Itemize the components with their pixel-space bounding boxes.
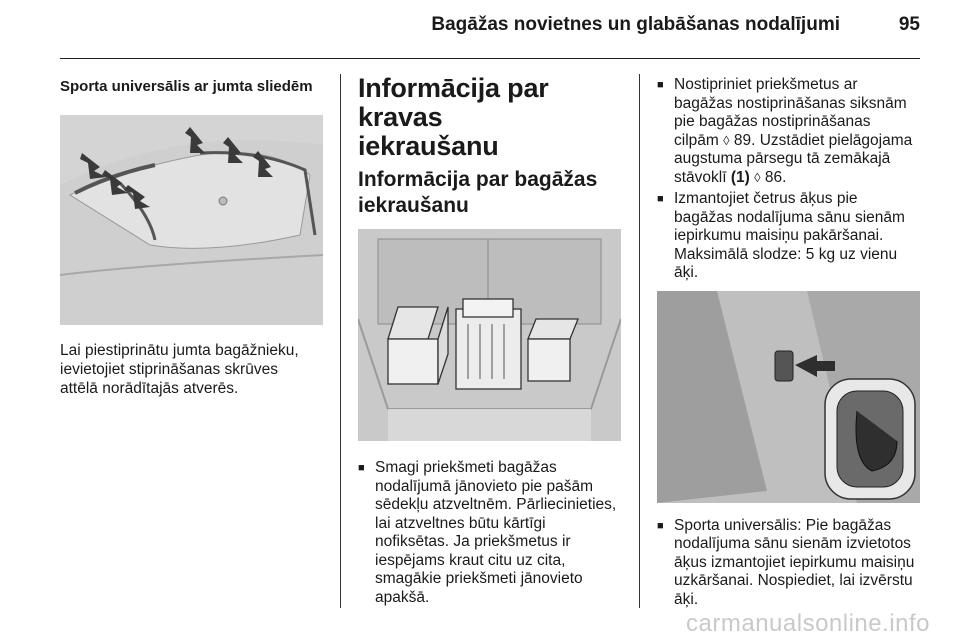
header-rule [60, 58, 920, 59]
bullet-line: lai atzveltnes būtu kārtīgi [375, 514, 546, 532]
column-right [657, 74, 922, 609]
page-number: 95 [898, 14, 920, 35]
bullet-line: sēdekļu atzveltnēm. Pārliecinieties, [375, 496, 617, 513]
list-item [657, 190, 922, 283]
bullet-line: āķi. [674, 590, 699, 608]
bullet-line: iespējams kraut citu uz cita, [375, 551, 566, 569]
bullet-line: nodalījuma sānu sienām izvietotos [674, 535, 911, 552]
bullet-line: Sporta universālis: Pie bagāžas [674, 516, 892, 534]
bullet-line: pie bagāžas nostiprināšanas [674, 113, 871, 130]
list-item [358, 459, 623, 607]
bullet-icon: ■ [657, 79, 664, 91]
column-middle [358, 74, 623, 607]
bullet-line: augstuma pārsegu tā zemākajā [674, 150, 891, 167]
page-ref-icon: ◊ [754, 169, 761, 185]
column-divider-1 [340, 74, 341, 608]
cargo-loading-figure [358, 229, 621, 441]
roof-rails-subheading: Sporta universālis ar jumta sliedēm [60, 78, 313, 95]
bullet-text: . [782, 168, 787, 186]
bullet-line: Izmantojiet četrus āķus pie [674, 190, 858, 207]
hook-figure [657, 291, 920, 503]
subsection-heading [358, 167, 623, 219]
roof-rails-illustration [60, 115, 323, 325]
para-line: ievietojiet stiprināšanas skrūves [60, 361, 278, 378]
bullet-icon: ■ [657, 519, 664, 532]
bullet-line: Nostipriniet priekšmetus ar [674, 76, 858, 93]
page-ref-link[interactable]: 89 [733, 131, 752, 149]
bullet-line: Maksimālā slodze: 5 kg uz vienu [674, 245, 898, 263]
bullet-line [674, 132, 922, 151]
list-item [657, 76, 922, 187]
bullet-line: bagāžas nodalījuma sānu sienām [674, 208, 905, 226]
bullet-text: . Uzstādiet pielāgojama [751, 131, 913, 149]
bullet-line: smagākie priekšmeti jānovieto [375, 570, 583, 587]
heading-line: Informācija par kravas [358, 73, 549, 132]
watermark: carmanualsonline.info [686, 610, 930, 637]
page-ref-link[interactable]: 86 [764, 168, 783, 186]
hook-illustration [657, 291, 920, 503]
bullet-line: Smagi priekšmeti bagāžas [375, 459, 557, 476]
subheading-line: Informācija par bagāžas [358, 168, 598, 191]
roof-rails-paragraph [60, 341, 325, 398]
bullet-icon: ■ [657, 193, 664, 205]
subheading-line: iekraušanu [358, 194, 469, 217]
bullet-line [674, 169, 922, 188]
bullet-line: apakšā. [375, 588, 430, 606]
bullet-line: iepirkumu maisiņu pakāršanai. [674, 227, 884, 244]
page-header-title: Bagāžas novietnes un glabāšanas nodalījumi [431, 14, 840, 35]
para-line: attēlā norādītajās atverēs. [60, 380, 239, 397]
bullet-line: nodalījumā jānovieto pie pašām [375, 477, 593, 495]
bullet-icon: ■ [358, 462, 365, 474]
bullet-line: āķi. [674, 264, 699, 281]
page-ref-icon: ◊ [723, 132, 730, 148]
roof-rails-figure [60, 115, 323, 325]
column-divider-2 [639, 74, 640, 608]
heading-line: iekraušanu [358, 131, 499, 161]
bullet-line: nofiksētas. Ja priekšmetus ir [375, 533, 571, 550]
bullet-line: uzkāršanai. Nospiediet, lai izvērstu [674, 572, 913, 589]
bullet-line: bagāžas nostiprināšanas siksnām [674, 94, 907, 112]
bullet-line: āķus izmantojiet iepirkumu maisiņu [674, 553, 915, 571]
column-left [60, 74, 325, 398]
para-line: Lai piestiprinātu jumta bagāžnieku, [60, 342, 299, 359]
bullet-text: stāvoklī [674, 168, 727, 186]
bold-marker: (1) [730, 168, 750, 186]
section-heading [358, 74, 623, 161]
bullet-text: cilpām [674, 131, 719, 149]
cargo-loading-illustration [358, 229, 621, 441]
list-item [657, 517, 922, 610]
